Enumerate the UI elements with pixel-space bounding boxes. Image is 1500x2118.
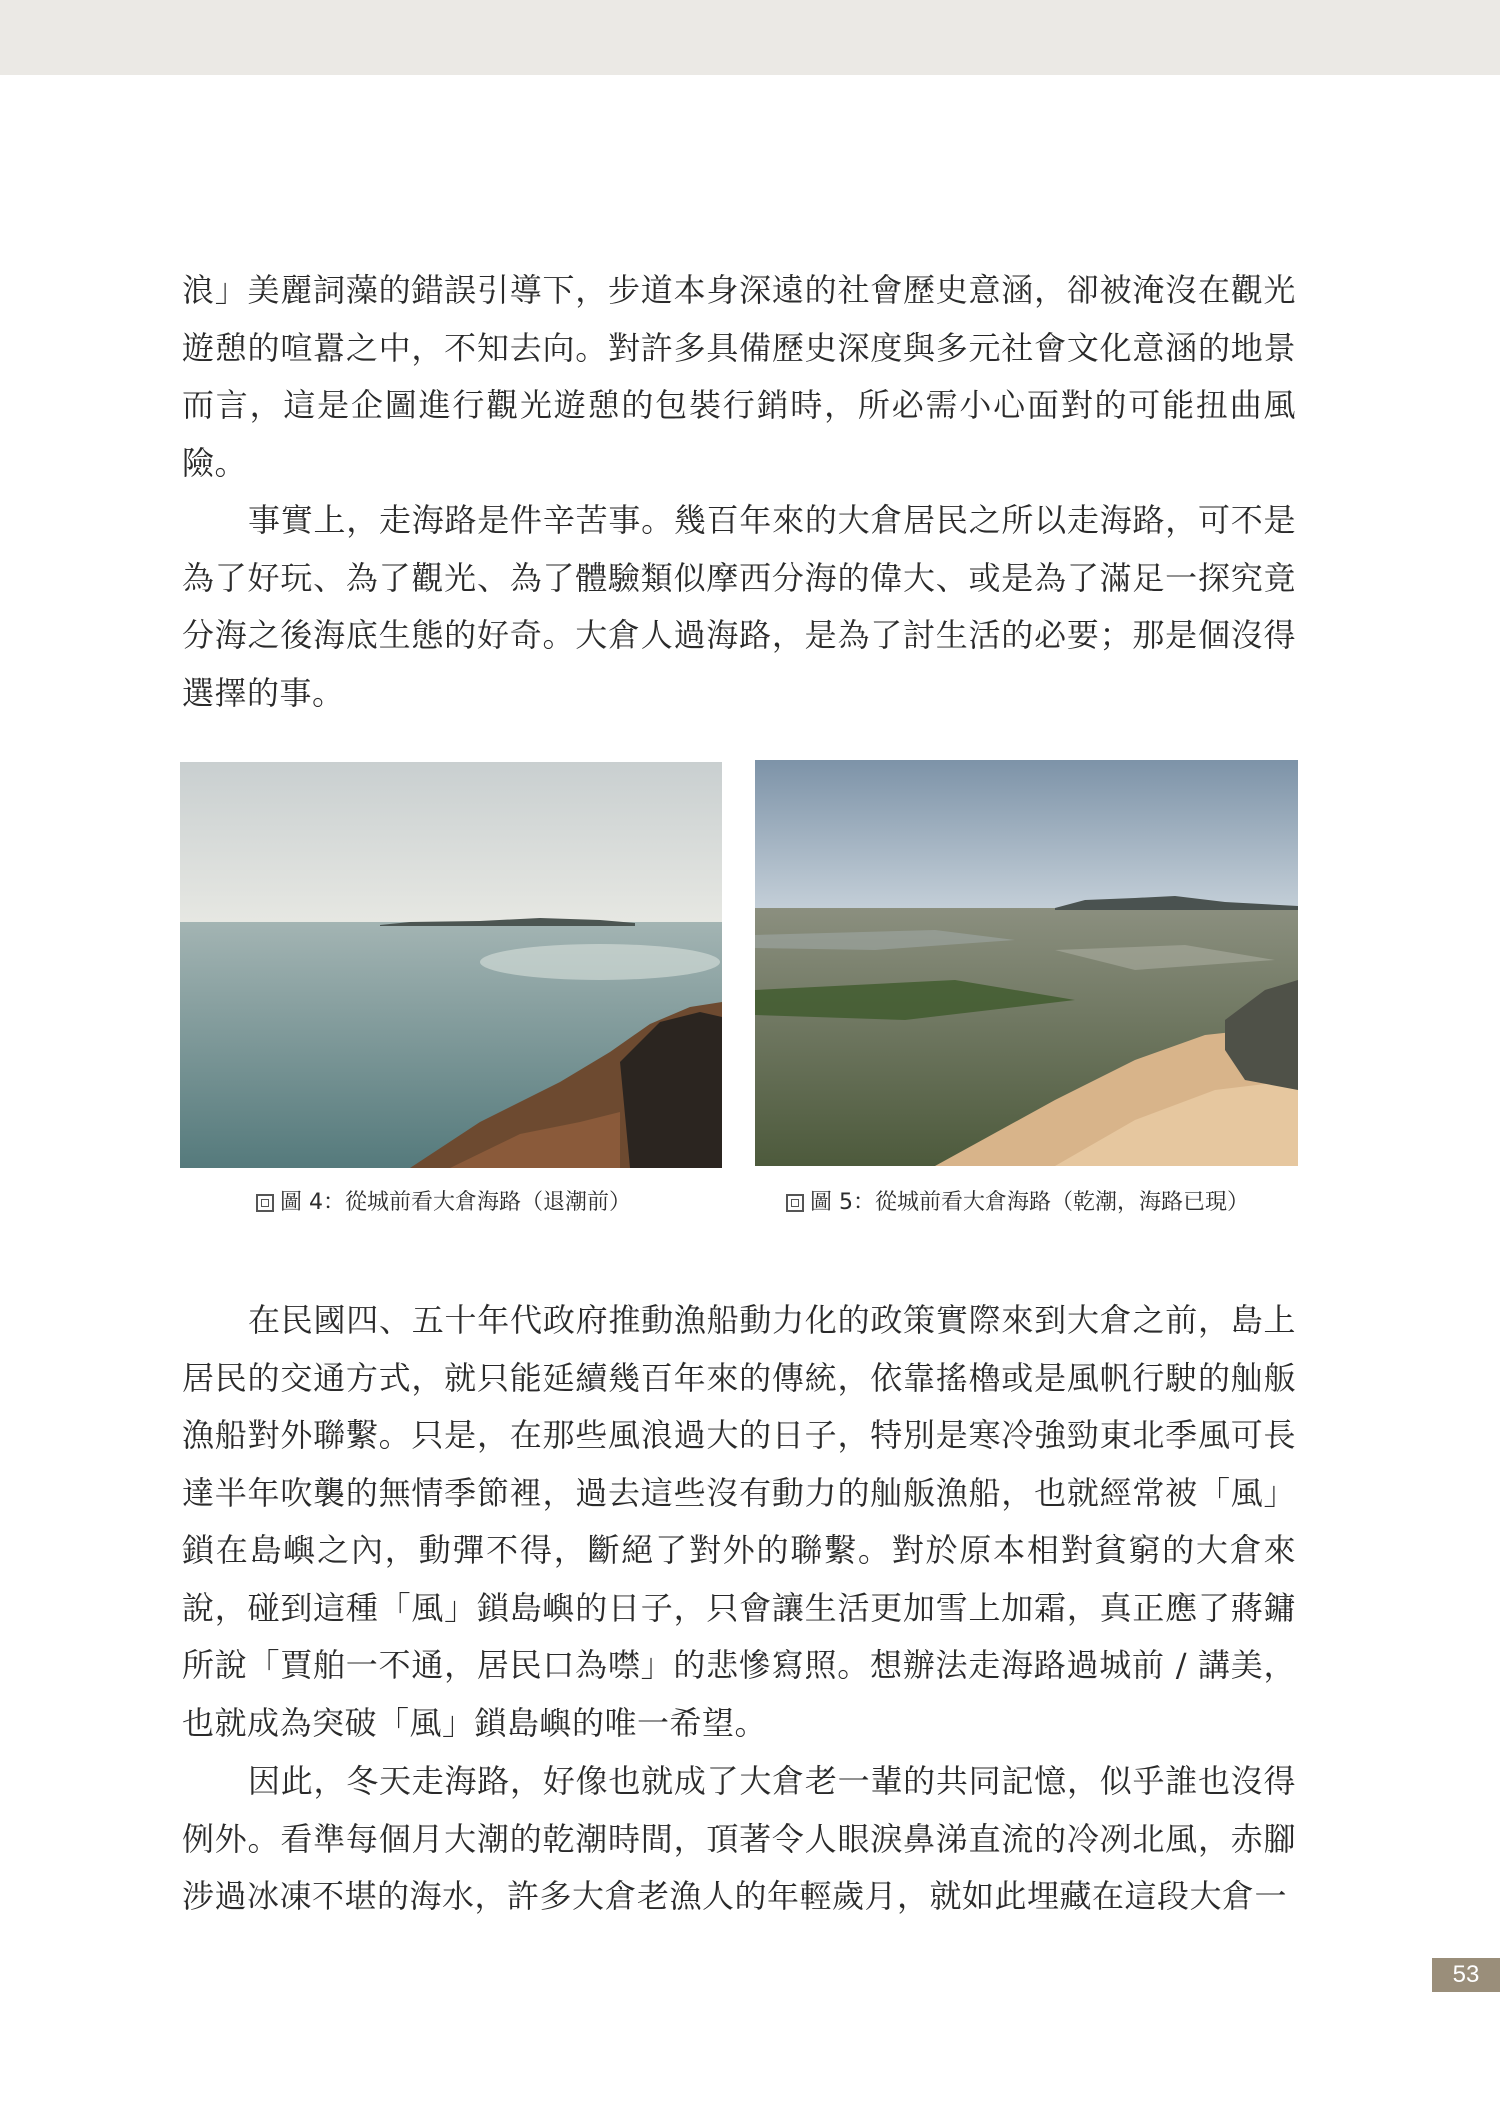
figure-mark-icon — [256, 1194, 274, 1212]
figure-5-caption — [786, 1186, 1249, 1220]
page-number: 53 — [1432, 1958, 1500, 1992]
paragraph-1: 浪」美麗詞藻的錯誤引導下，步道本身深遠的社會歷史意涵，卻被淹沒在觀光遊憩的喧囂之中，不知去向。對許多具備歷史深度與多元社會文化意涵的地景而言，這是企圖進行觀光遊憩的包裝行銷時，所必需小心面對的可能扭曲風險。 — [182, 271, 1296, 482]
paragraph-3: 在民國四、五十年代政府推動漁船動力化的政策實際來到大倉之前，島上居民的交通方式，就只能延續幾百年來的傳統，依靠搖櫓或是風帆行駛的舢舨漁船對外聯繫。只是，在那些風浪過大的日子，特別是寒冷強勁東北季風可長達半年吹襲的無情季節裡，過去這些沒有動力的舢舨漁船，也就經常被「風」鎖在島嶼之內，動彈不得，斷絕了對外的聯繫。對於原本相對貧窮的大倉來說，碰到這種「風」鎖島嶼的日子，只會讓生活更加雪上加霜，真正應了蔣鏞所說「賈舶一不通，居民口為噤」的悲慘寫照。想辦法走海路過城前 / 講美，也就成為突破「風」鎖島嶼的唯一希望。 — [182, 1301, 1296, 1742]
figure-4-photo-before-low-tide — [180, 762, 722, 1168]
paragraph-2: 事實上，走海路是件辛苦事。幾百年來的大倉居民之所以走海路，可不是為了好玩、為了觀光、為了體驗類似摩西分海的偉大、或是為了滿足一探究竟分海之後海底生態的好奇。大倉人過海路，是為了討生活的必要；那是個沒得選擇的事。 — [182, 501, 1296, 712]
figure-5-caption-text: 圖 5：從城前看大倉海路（乾潮，海路已現） — [810, 1190, 1249, 1215]
figure-4-caption-text: 圖 4：從城前看大倉海路（退潮前） — [280, 1190, 631, 1215]
figure-mark-icon — [786, 1194, 804, 1212]
figure-5-photo-dry-tide — [755, 760, 1298, 1166]
figure-4-caption — [256, 1186, 631, 1220]
page-top-band — [0, 0, 1500, 75]
paragraph-4: 因此，冬天走海路，好像也就成了大倉老一輩的共同記憶，似乎誰也沒得例外。看準每個月大潮的乾潮時間，頂著令人眼淚鼻涕直流的冷冽北風，赤腳涉過冰凍不堪的海水，許多大倉老漁人的年輕歲月，就如此埋藏在這段大倉一 — [182, 1762, 1296, 1915]
